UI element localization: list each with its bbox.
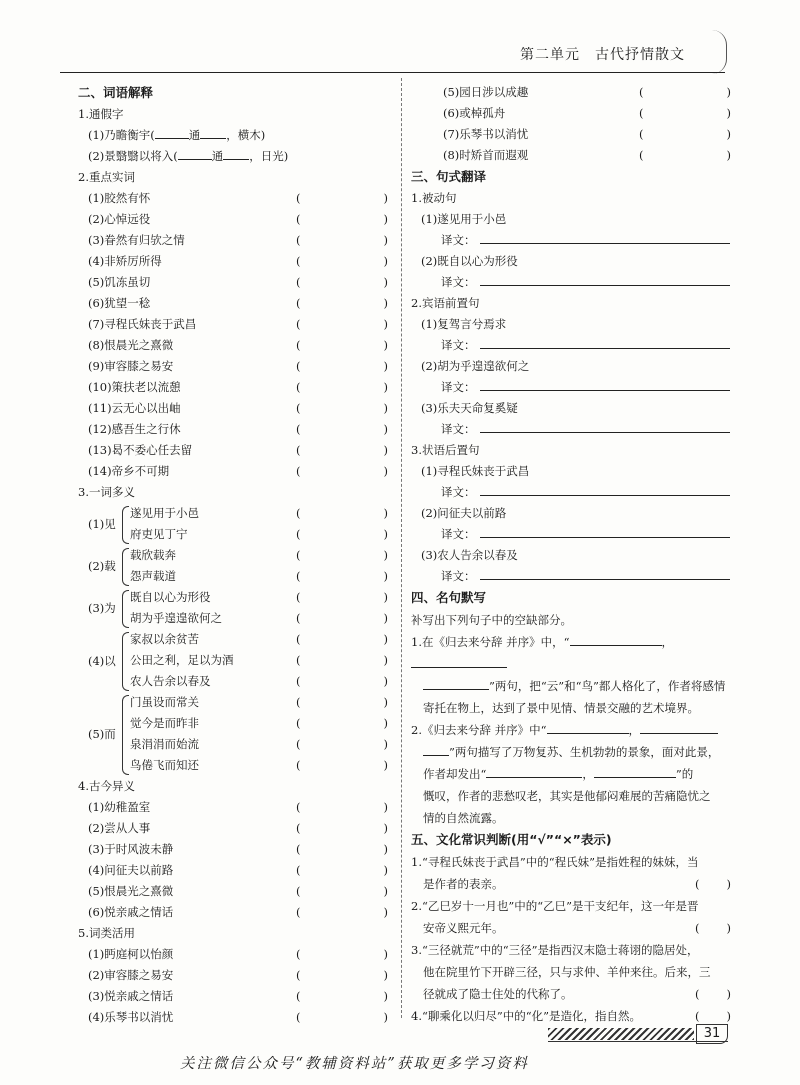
question-item: 胡为乎遑遑欲何之 ( ) [130,611,388,625]
question-item: (7)乐琴书以消忧 ( ) [443,127,731,141]
header-bracket-decoration [712,30,727,74]
translation-blank[interactable] [480,419,730,433]
question-item: 既自以心为形役 ( ) [130,590,388,604]
question-item: 遂见用于小邑 ( ) [130,506,388,520]
question-item: (2)心悼远役 ( ) [88,212,388,226]
answer-blank[interactable] [547,719,629,734]
polysemy-word-label: (1)见 [88,517,116,531]
question-item: (8)恨晨光之熹微 ( ) [88,338,388,352]
footer-promo-note: 关注微信公众号“教辅资料站”获取更多学习资料 [180,1056,529,1072]
section-title-word-explanation: 二、词语解释 [78,85,154,100]
translation-answer-line: 译文： [411,377,731,398]
answer-blank[interactable] [223,146,249,160]
question-item: 府吏见丁宁 ( ) [130,527,388,541]
loanword-item: (2)景翳翳以将入( 通 ，日光) [78,146,388,167]
question-item: (10)策扶老以流憩 ( ) [88,380,388,394]
question-item: (5)饥冻虽切 ( ) [88,275,388,289]
question-item: (3)悦亲戚之情话 ( ) [88,989,388,1003]
judgment-question: 3.“三径就荒”中的“三径”是指西汉末隐士蒋诩的隐居处， 他在院里竹下开辟三径，只与求仲、羊仲来往。后来，三 径就成了隐士住处的代称了。 ( ) [411,943,731,1001]
right-column [411,82,731,1027]
translation-answer-line: 译文： [411,335,731,356]
translation-answer-line: 译文： [411,482,731,503]
page-header: 第二单元 古代抒情散文 [520,47,685,63]
question-item: (5)恨晨光之熹微 ( ) [88,884,388,898]
section-title-culture-judgment: 五、文化常识判断(用“√”“×”表示) [411,832,612,847]
header-rule [60,72,725,73]
translation-sentence: (3)农人告余以春及 [421,548,518,562]
column-divider [401,78,402,1018]
polysemy-word-label: (3)为 [88,601,116,615]
subsection-label: 5.词类活用 [78,926,135,940]
polysemy-group [78,503,388,545]
polysemy-word-label: (5)而 [88,727,116,741]
question-item: 农人告余以春及 ( ) [130,674,388,688]
question-item: 门虽设而常关 ( ) [130,695,388,709]
question-item: 觉今是而昨非 ( ) [130,716,388,730]
answer-blank[interactable] [570,631,662,646]
question-item: 家叔以余贫苦 ( ) [130,632,388,646]
judgment-question: 4.“聊乘化以归尽”中的“化”是造化，指自然。 ( ) [411,1009,731,1023]
question-item: 公田之利，足以为酒 ( ) [130,653,388,667]
footer-rule [548,1041,728,1042]
answer-blank[interactable] [594,763,676,778]
answer-blank[interactable] [486,763,582,778]
question-item: (9)审容膝之易安 ( ) [88,359,388,373]
section-title-sentence-translation: 三、句式翻译 [411,169,487,184]
polysemy-word-label: (4)以 [88,653,116,668]
translation-blank[interactable] [480,335,730,349]
question-item: (11)云无心以出岫 ( ) [88,401,388,415]
dictation-intro: 补写出下列句子中的空缺部分。 [411,613,572,627]
dictation-question-2: 2.《归去来兮辞 并序》中“ ， ”两句描写了万物复苏、生机勃勃的景象，面对此景， 作者却发出“ ， ”的 慨叹，作者的悲愁叹老，其实是他郁闷难展的苦痛隐忧之 情的自然流露。 [411,719,731,829]
question-item: 怨声载道 ( ) [130,569,388,583]
translation-blank[interactable] [480,524,730,538]
translation-sentence: (2)既自以心为形役 [421,254,518,268]
question-item: (14)帝乡不可期 ( ) [88,464,388,478]
subsection-label: 4.古今异义 [78,779,135,793]
subsection-label: 1.通假字 [78,107,124,121]
judgment-question: 1.“寻程氏妹丧于武昌”中的“程氏妹”是指姓程的妹妹，当 是作者的表亲。 ( ) [411,855,731,891]
question-item: (3)于时风波未静 ( ) [88,842,388,856]
question-item: (12)感吾生之行休 ( ) [88,422,388,436]
polysemy-group [78,587,388,629]
translation-blank[interactable] [480,230,730,244]
question-item: (1)眄庭柯以怡颜 ( ) [88,947,388,961]
translation-answer-line: 译文： [411,419,731,440]
subsection-label: 3.一词多义 [78,485,135,499]
dictation-question-1: 1.在《归去来兮辞 并序》中，“ ， ”两句，把“云”和“鸟”都人格化了，作者将感情 寄托在物上，达到了景中见情、情景交融的艺术境界。 [411,631,731,719]
translation-blank[interactable] [480,482,730,496]
subsection-label: 2.重点实词 [78,170,135,184]
translation-sentence: (1)复驾言兮焉求 [421,317,507,331]
translation-blank[interactable] [480,272,730,286]
question-item: (6)犹望一稔 ( ) [88,296,388,310]
translation-sentence: (3)乐夫天命复奚疑 [421,401,518,415]
polysemy-word-label: (2)载 [88,559,116,573]
question-item: (2)审容膝之易安 ( ) [88,968,388,982]
question-item: 载欣载奔 ( ) [130,548,388,562]
question-item: (13)曷不委心任去留 ( ) [88,443,388,457]
translation-sentence: (1)寻程氏妹丧于武昌 [421,464,530,478]
question-item: (4)问征夫以前路 ( ) [88,863,388,877]
polysemy-group [78,545,388,587]
question-item: (3)眷然有归欤之情 ( ) [88,233,388,247]
answer-blank[interactable] [155,125,189,139]
question-item: (7)寻程氏妹丧于武昌 ( ) [88,317,388,331]
question-item: (5)园日涉以成趣 ( ) [443,85,731,99]
translation-answer-line: 译文： [411,566,731,587]
translation-sentence: (1)遂见用于小邑 [421,212,507,226]
translation-blank[interactable] [480,566,730,580]
answer-blank[interactable] [640,719,718,734]
question-item: (4)乐琴书以消忧 ( ) [88,1010,388,1024]
translation-blank[interactable] [480,377,730,391]
question-item: (2)尝从人事 ( ) [88,821,388,835]
judgment-question: 2.“乙巳岁十一月也”中的“乙巳”是干支纪年，这一年是晋 安帝义熙元年。 ( ) [411,899,731,935]
question-item: (8)时矫首而遐观 ( ) [443,148,731,162]
answer-blank[interactable] [178,146,212,160]
subsection-label: 2.宾语前置句 [411,296,480,310]
answer-blank[interactable] [200,125,226,139]
question-item: (1)胶然有怀 ( ) [88,191,388,205]
translation-sentence: (2)胡为乎遑遑欲何之 [421,359,530,373]
question-item: (6)或棹孤舟 ( ) [443,106,731,120]
subsection-label: 1.被动句 [411,191,457,205]
left-column [78,82,388,1028]
answer-blank[interactable] [423,675,489,690]
page-number: 31 [696,1024,728,1044]
question-item: (4)非矫厉所得 ( ) [88,254,388,268]
subsection-label: 3.状语后置句 [411,443,480,457]
question-item: (1)幼稚盈室 ( ) [88,800,388,814]
loanword-item: (1)乃瞻衡宇( 通 ，横木) [78,125,388,146]
translation-answer-line: 译文： [411,524,731,545]
question-item: 鸟倦飞而知还 ( ) [130,758,388,772]
answer-blank[interactable] [423,741,449,756]
section-title-dictation: 四、名句默写 [411,590,487,605]
translation-answer-line: 译文： [411,272,731,293]
footer-hatch-bar [548,1028,694,1040]
translation-answer-line: 译文： [411,230,731,251]
question-item: (6)悦亲戚之情话 ( ) [88,905,388,919]
translation-sentence: (2)问征夫以前路 [421,506,507,520]
question-item: 泉涓涓而始流 ( ) [130,737,388,751]
polysemy-group [78,629,388,692]
answer-blank[interactable] [411,653,507,668]
polysemy-group [78,692,388,776]
